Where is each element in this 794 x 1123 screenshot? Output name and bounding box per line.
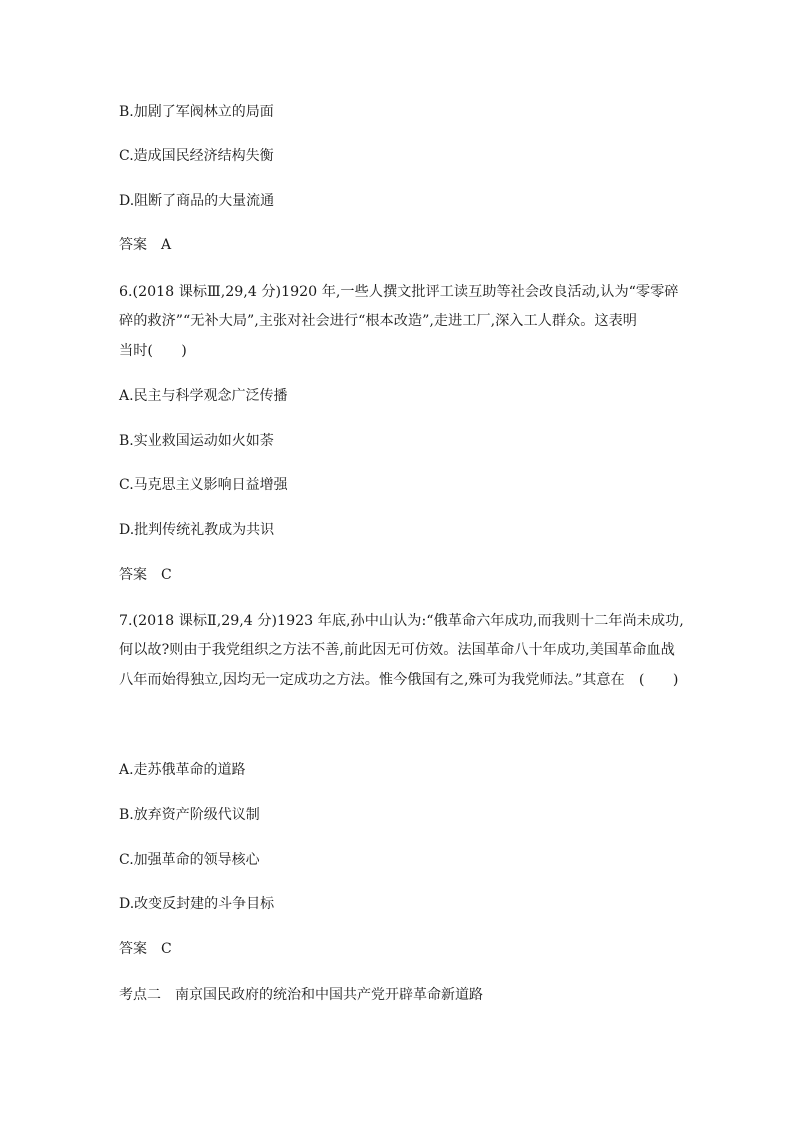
q6-stem-line-3: 当时( ) <box>119 343 187 359</box>
q6-answer <box>119 565 172 585</box>
answer-label: 答案 <box>119 237 147 253</box>
q7-stem-line-2: 何以故?则由于我党组织之方法不善,前此因无可仿效。法国革命八十年成功,美国革命血战 <box>119 642 675 658</box>
q7-stem-line-3: 八年而始得独立,因均无一定成功之方法。惟今俄国有之,殊可为我党师法。”其意在 ( ) <box>119 672 679 688</box>
q6-stem-line-1: 6.(2018 课标Ⅲ,29,4 分)1920 年,一些人撰文批评工读互助等社会改良活动,认为“零零碎 <box>119 284 679 300</box>
q6-option-b: B.实业救国运动如火如荼 <box>119 433 274 449</box>
q6-option-c: C.马克思主义影响日益增强 <box>119 477 288 493</box>
q7-answer <box>119 939 172 959</box>
q6-option-a: A.民主与科学观念广泛传播 <box>119 388 288 404</box>
q5-option-c: C.造成国民经济结构失衡 <box>119 148 274 164</box>
answer-value: C <box>161 941 172 957</box>
q7-option-c: C.加强革命的领导核心 <box>119 852 260 868</box>
q7-option-d: D.改变反封建的斗争目标 <box>119 896 275 912</box>
q7-stem-line-1: 7.(2018 课标Ⅱ,29,4 分)1923 年底,孙中山认为:“俄革命六年成功,而我则十二年尚未成功, <box>119 613 684 629</box>
q6-stem-line-2: 碎的救济”“无补大局”,主张对社会进行“根本改造”,走进工厂,深入工人群众。这表明 <box>119 313 637 329</box>
q5-answer <box>119 235 171 255</box>
answer-label: 答案 <box>119 941 147 957</box>
answer-label: 答案 <box>119 567 147 583</box>
q7-option-b: B.放弃资产阶级代议制 <box>119 807 260 823</box>
q7-option-a: A.走苏俄革命的道路 <box>119 762 246 778</box>
q5-option-b: B.加剧了军阀林立的局面 <box>119 104 274 120</box>
q5-option-d: D.阻断了商品的大量流通 <box>119 193 275 209</box>
answer-value: C <box>161 567 172 583</box>
answer-value: A <box>161 237 172 253</box>
section-heading: 考点二 南京国民政府的统治和中国共产党开辟革命新道路 <box>119 987 483 1003</box>
q6-option-d: D.批判传统礼教成为共识 <box>119 522 275 538</box>
